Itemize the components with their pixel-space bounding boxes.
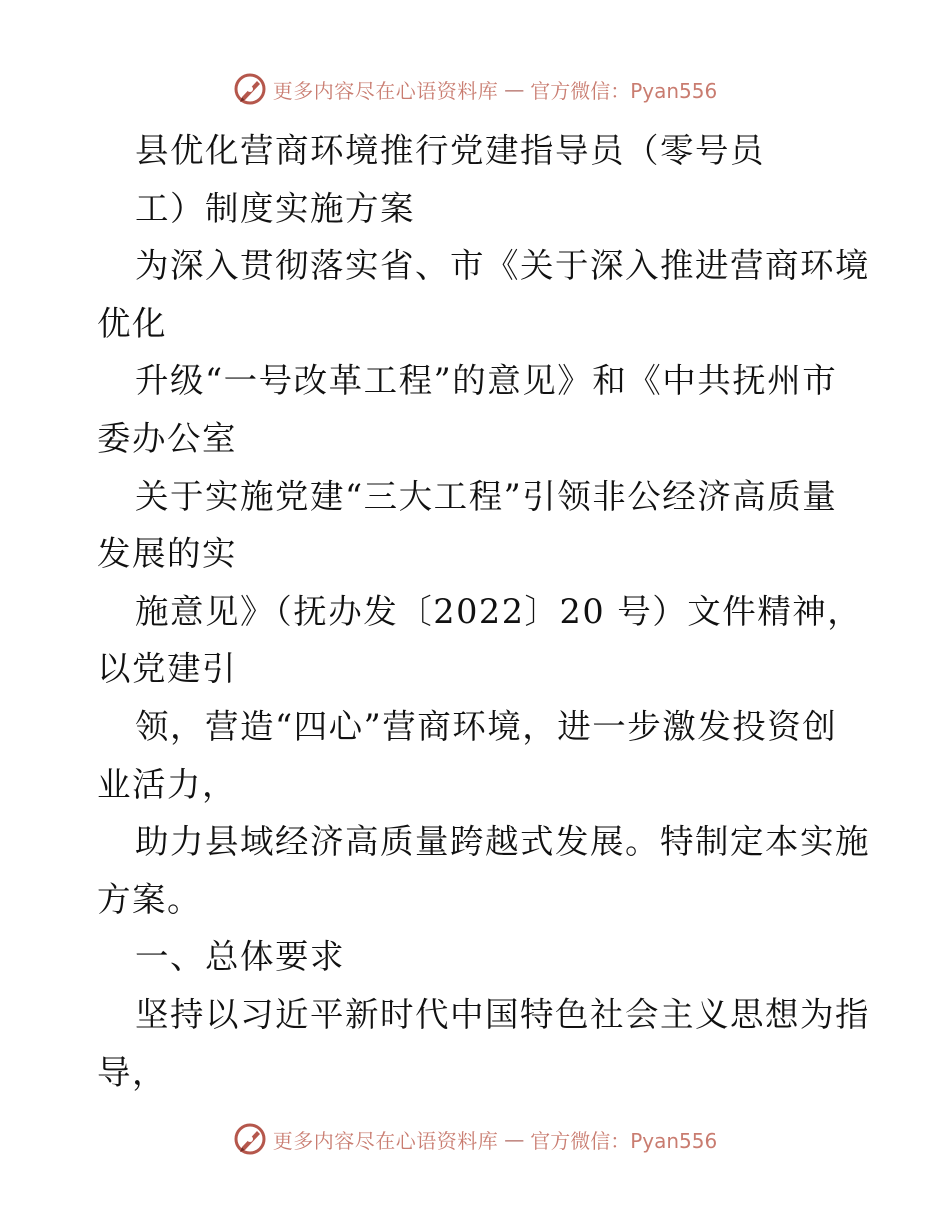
doc-line: 升级“一号改革工程”的意见》和《中共抚州市 — [135, 361, 838, 401]
pen-logo-icon — [233, 1122, 267, 1156]
watermark-wechat-text: 官方微信：Pyan556 — [530, 78, 718, 103]
doc-line: 关于实施党建“三大工程”引领非公经济高质量 — [135, 476, 838, 516]
watermark-wechat-text: 官方微信：Pyan556 — [530, 1128, 718, 1153]
footer-watermark — [0, 1122, 950, 1156]
watermark-separator: — — [504, 77, 525, 101]
pen-logo-icon — [233, 72, 267, 106]
document-body — [97, 122, 870, 1101]
doc-line: 发展的实 — [97, 534, 237, 574]
doc-line: 施意见》（抚办发〔2022〕20 号）文件精神， — [135, 591, 863, 631]
doc-line: 业活力， — [97, 764, 237, 804]
watermark-separator: — — [504, 1127, 525, 1151]
doc-line: 以党建引 — [97, 649, 237, 689]
doc-line: 领，营造“四心”营商环境，进一步激发投资创 — [135, 706, 838, 746]
header-watermark — [0, 72, 950, 106]
doc-line: 导， — [97, 1052, 167, 1092]
doc-line: 委办公室 — [97, 418, 237, 458]
watermark-site-text: 更多内容尽在心语资料库 — [272, 1128, 499, 1153]
watermark-site-text: 更多内容尽在心语资料库 — [272, 78, 499, 103]
doc-line: 助力县域经济高质量跨越式发展。特制定本实施 — [135, 822, 870, 862]
section-heading: 一、总体要求 — [135, 937, 345, 977]
doc-line: 工）制度实施方案 — [135, 188, 415, 228]
doc-line: 优化 — [97, 303, 167, 343]
doc-line: 为深入贯彻落实省、市《关于深入推进营商环境 — [135, 246, 870, 286]
doc-line: 坚持以习近平新时代中国特色社会主义思想为指 — [135, 994, 870, 1034]
doc-line: 方案。 — [97, 879, 202, 919]
doc-line: 县优化营商环境推行党建指导员（零号员 — [135, 131, 765, 170]
